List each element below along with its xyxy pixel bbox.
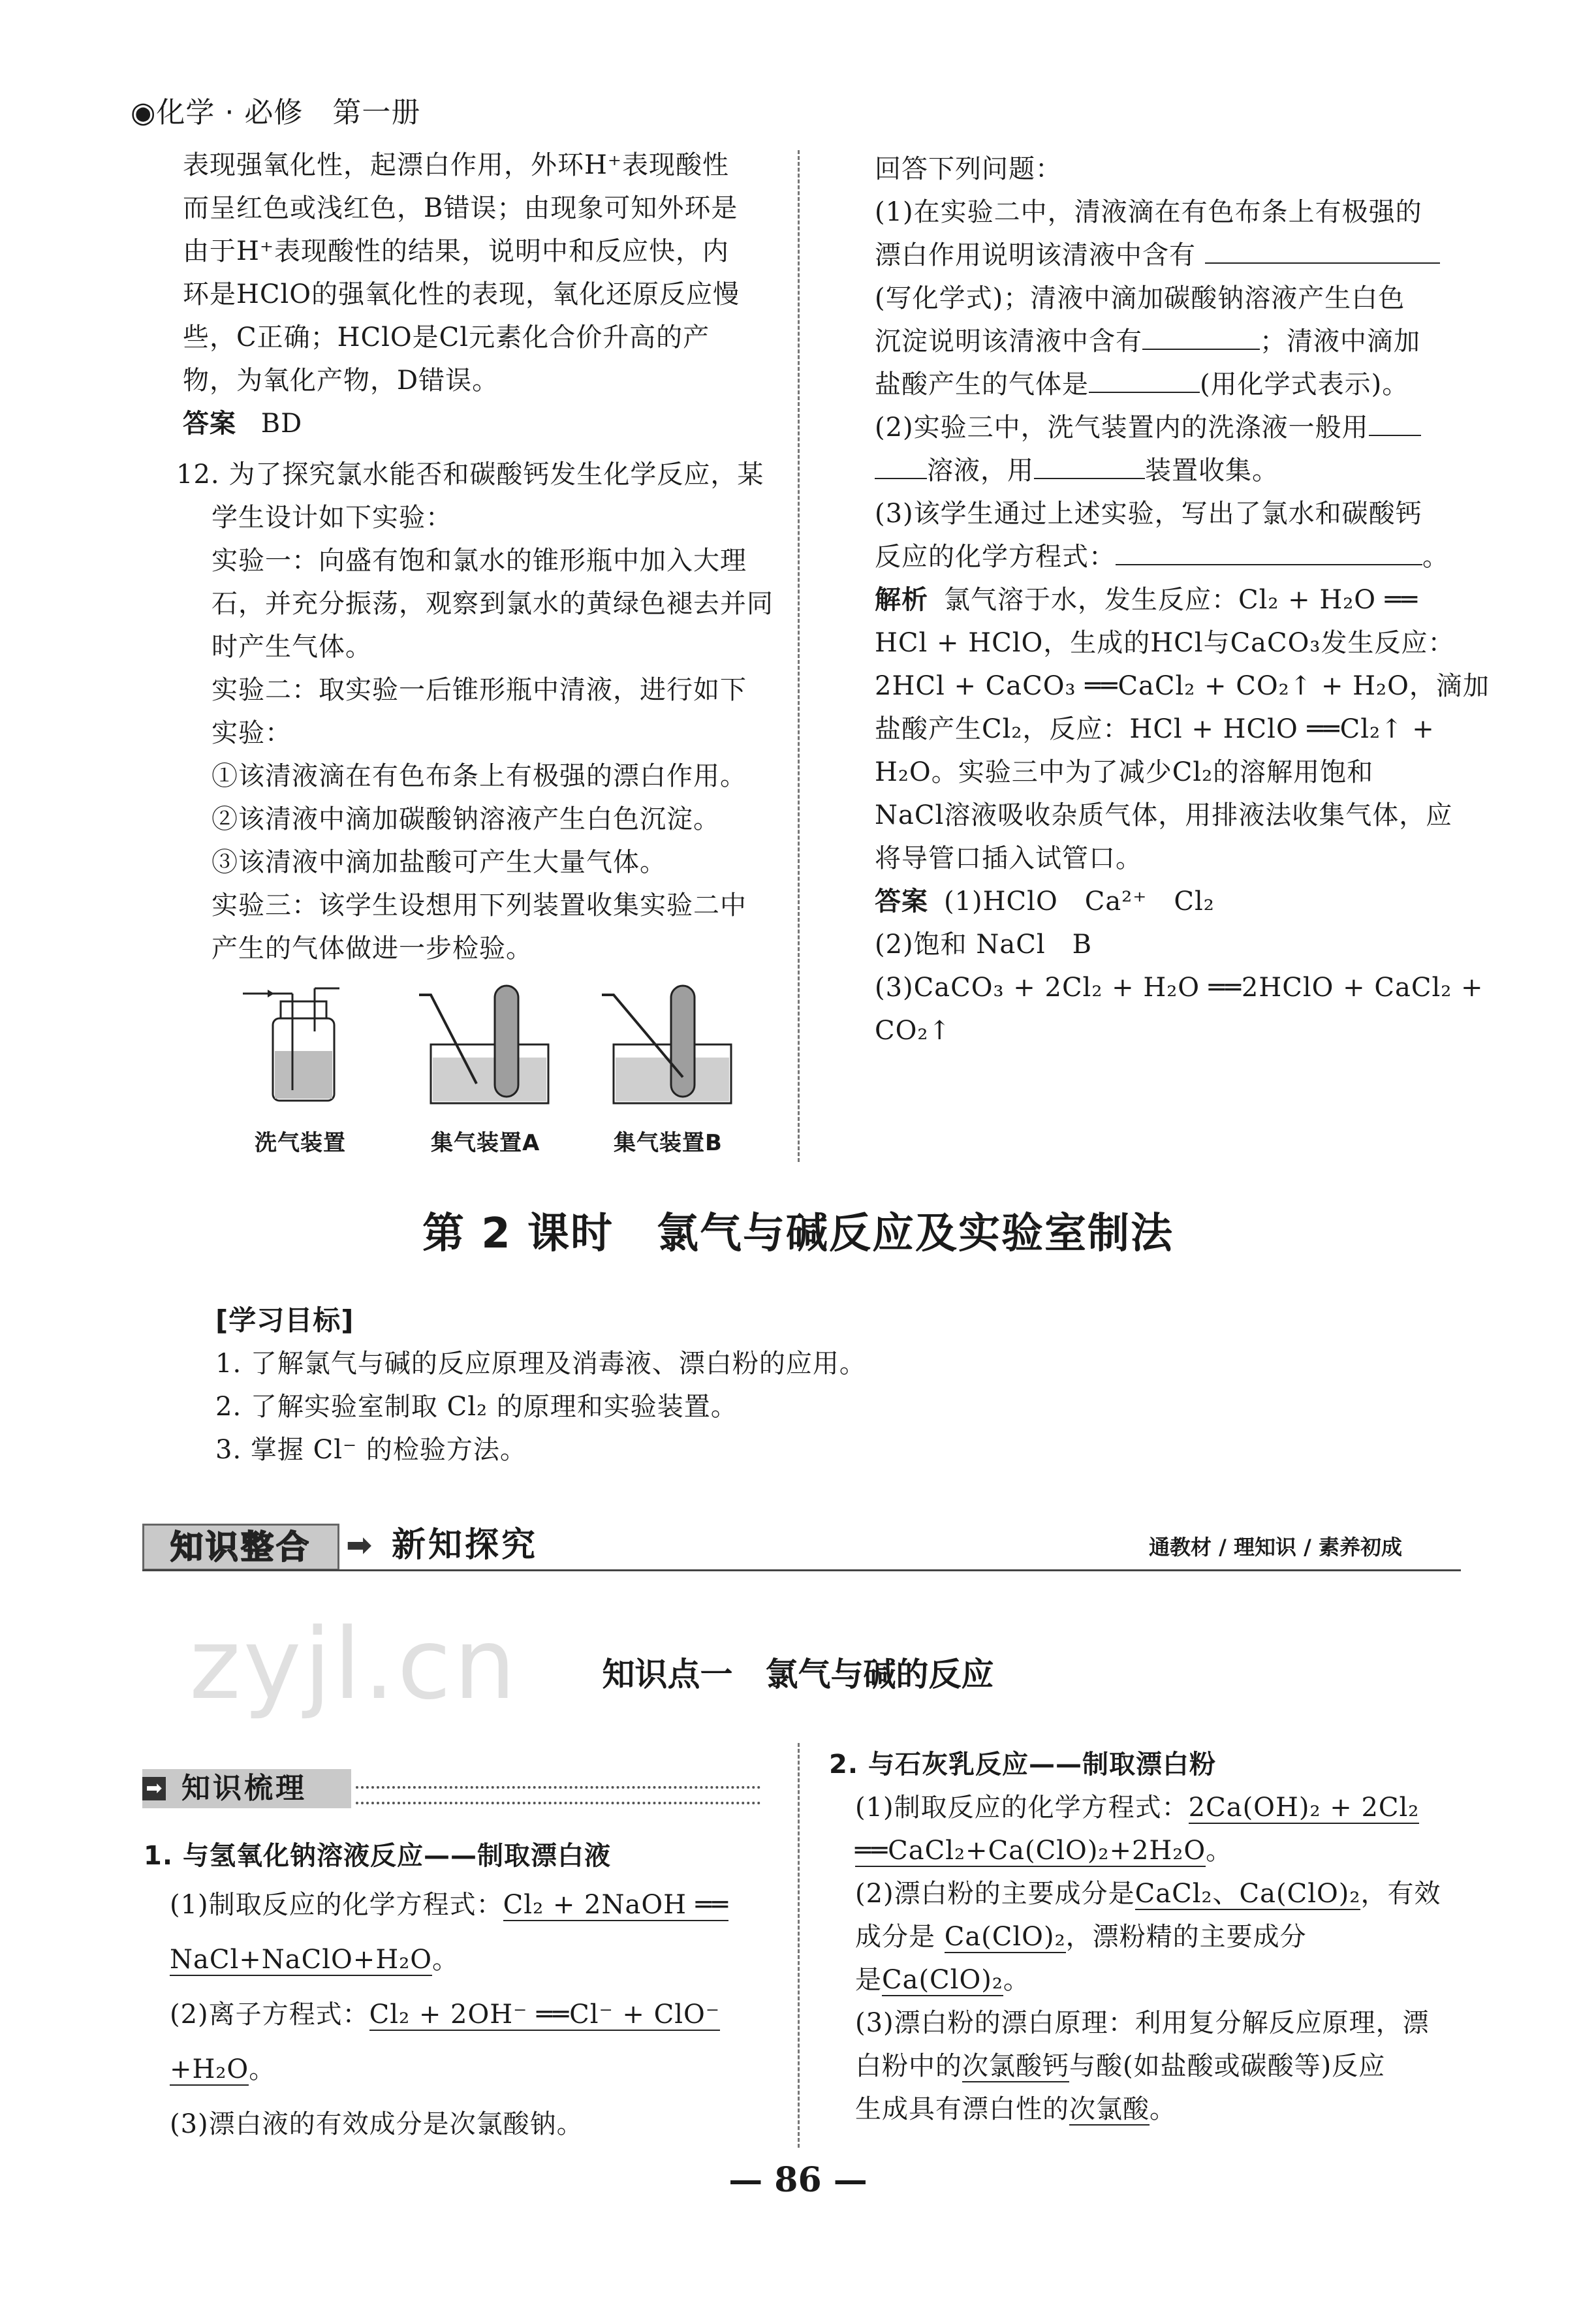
text-line: 产生的气体做进一步检验。 — [211, 934, 533, 964]
lesson-title: 第 2 课时 氯气与碱反应及实验室制法 — [422, 1210, 1174, 1258]
text-span: (2)漂白粉的主要成分是 — [855, 1879, 1135, 1909]
text-line: CO₂↑ — [875, 1016, 951, 1046]
apparatus-label-wash: 洗气装置 — [255, 1130, 346, 1156]
column-divider-bottom — [798, 1743, 800, 2148]
text-span: 。 — [1206, 1836, 1233, 1866]
wash-bottle-drawing — [243, 988, 339, 1101]
text-span: 沉淀说明该清液中含有 — [875, 326, 1142, 356]
text-line — [829, 2045, 1462, 2088]
text-line: 石，并充分振荡，观察到氯水的黄绿色褪去并同 — [211, 589, 774, 619]
text-span: ；清液中滴加 — [1260, 326, 1420, 356]
apparatus-label-a: 集气装置A — [431, 1130, 540, 1156]
text-line — [875, 234, 1462, 277]
text-span: (2)实验三中，洗气装置内的洗涤液一般用 — [875, 413, 1369, 443]
text-span: 。 — [1150, 2094, 1176, 2124]
filled-answer: Ca(ClO)₂ — [944, 1922, 1066, 1952]
banner-right-label: 新知探究 — [392, 1526, 539, 1565]
text-line: 实验三：该学生设想用下列装置收集实验二中 — [211, 890, 747, 920]
apparatus-figure — [235, 979, 770, 1129]
text-line: HCl + HClO，生成的HCl与CaCO₃发生反应： — [875, 628, 1455, 658]
text-span: 白粉中的 — [855, 2051, 962, 2081]
text-line — [875, 449, 1462, 492]
text-line: 学生设计如下实验： — [211, 503, 452, 533]
text-span: 漂白作用说明该清液中含有 — [875, 240, 1196, 270]
answer-blank — [1369, 411, 1421, 436]
dotted-rule — [356, 1802, 760, 1804]
goals-label: [学习目标] — [215, 1304, 354, 1336]
text-line: 时产生气体。 — [211, 632, 372, 662]
text-line: 实验一：向盛有饱和氯水的锥形瓶中加入大理 — [211, 546, 747, 576]
text-line: (1)在实验二中，清液滴在有色布条上有极强的 — [875, 197, 1422, 227]
filled-answer: 2Ca(OH)₂ + 2Cl₂ — [1188, 1793, 1420, 1823]
text-line: 将导管口插入试管口。 — [875, 843, 1142, 873]
answer-blank — [1205, 239, 1440, 264]
text-span: ，有效 — [1360, 1879, 1441, 1909]
answer-label: 答案 — [183, 409, 236, 439]
text-span: 与酸(如盐酸或碳酸等)反应 — [1069, 2051, 1386, 2081]
text-span: 。 — [1422, 542, 1449, 572]
filled-answer: +H₂O — [170, 2054, 249, 2084]
text-line: (写化学式)；清液中滴加碳酸钠溶液产生白色 — [875, 283, 1405, 313]
learning-goals — [215, 1299, 1390, 1471]
text-line: 2HCl + CaCO₃ ══CaCl₂ + CO₂↑ + H₂O，滴加 — [875, 671, 1490, 701]
apparatus-label-b: 集气装置B — [614, 1130, 723, 1156]
dotted-rule — [356, 1786, 760, 1789]
goal-item: 3. 掌握 Cl⁻ 的检验方法。 — [215, 1435, 527, 1465]
filled-answer: NaCl+NaClO+H₂O — [170, 1945, 433, 1975]
text-span: (1)制取反应的化学方程式： — [855, 1793, 1189, 1823]
banner-left-label: 知识整合 — [142, 1524, 339, 1571]
answer-line — [183, 402, 783, 445]
text-line — [144, 1877, 796, 1932]
text-span: (1)HClO Ca²⁺ Cl₂ — [944, 887, 1215, 917]
column-divider-top — [798, 150, 800, 1162]
text-line: 实验： — [211, 718, 292, 748]
answer-value: BD — [260, 409, 303, 439]
text-span: 是 — [855, 1965, 882, 1995]
text-line: 12. 为了探究氯水能否和碳酸钙发生化学反应，某 — [176, 460, 764, 490]
text-line: 表现强氧化性，起漂白作用，外环H⁺表现酸性 — [183, 150, 729, 180]
text-line — [144, 1932, 796, 1987]
right-column-top — [875, 148, 1490, 1052]
analysis-label: 解析 — [875, 585, 928, 615]
subsection-title: 1. 与氢氧化钠溶液反应——制取漂白液 — [144, 1841, 611, 1871]
running-header: ◉化学 · 必修 第一册 — [131, 96, 421, 129]
text-line: 而呈红色或浅红色，B错误；由现象可知外环是 — [183, 193, 738, 223]
text-line: 物，为氧化产物，D错误。 — [183, 366, 499, 396]
text-line — [875, 363, 1462, 406]
goal-item: 2. 了解实验室制取 Cl₂ 的原理和实验装置。 — [215, 1392, 738, 1422]
text-span: 。 — [432, 1945, 460, 1975]
section-label: 知识梳理 — [142, 1769, 351, 1808]
knowledge-point-title: 知识点一 氯气与碱的反应 — [602, 1656, 994, 1693]
text-line — [875, 535, 1462, 578]
knowledge-right — [829, 1743, 1462, 2131]
text-line: 回答下列问题： — [875, 154, 1062, 184]
knowledge-left — [144, 1834, 796, 2152]
banner-arrow-icon: ➡ — [346, 1527, 373, 1563]
text-span: (1)制取反应的化学方程式： — [170, 1890, 503, 1920]
text-line — [144, 1987, 796, 2042]
text-span: 反应的化学方程式： — [875, 542, 1116, 572]
text-line: ①该清液滴在有色布条上有极强的漂白作用。 — [211, 761, 747, 791]
answer-blank — [1142, 325, 1260, 350]
text-span: 成分是 — [855, 1922, 935, 1952]
text-span: 装置收集。 — [1145, 456, 1279, 486]
text-line — [875, 880, 1462, 923]
filled-answer: Ca(ClO)₂ — [882, 1965, 1003, 1995]
subsection-title: 2. 与石灰乳反应——制取漂白粉 — [829, 1750, 1216, 1780]
text-line: 实验二：取实验一后锥形瓶中清液，进行如下 — [211, 675, 747, 705]
text-line — [829, 1872, 1462, 1915]
text-line — [829, 1829, 1462, 1872]
filled-answer: Cl₂ + 2NaOH ══ — [503, 1890, 728, 1920]
filled-answer: Cl₂ + 2OH⁻ ══Cl⁻ + ClO⁻ — [369, 2000, 720, 2030]
text-span: 生成具有漂白性的 — [855, 2094, 1069, 2124]
collector-a-drawing — [419, 986, 548, 1103]
text-span: 盐酸产生的气体是 — [875, 369, 1089, 400]
filled-answer: ══CaCl₂+Ca(ClO)₂+2H₂O — [855, 1836, 1206, 1866]
text-line — [875, 406, 1462, 449]
text-span: 。 — [1003, 1965, 1030, 1995]
answer-blank — [1034, 454, 1145, 479]
text-line: ③该清液中滴加盐酸可产生大量气体。 — [211, 847, 666, 877]
text-line: (3)漂白粉的漂白原理：利用复分解反应原理，漂 — [855, 2008, 1430, 2038]
text-line: H₂O。实验三中为了减少Cl₂的溶解用饱和 — [875, 757, 1374, 787]
banner-rule — [142, 1569, 1461, 1571]
answer-label: 答案 — [875, 887, 928, 917]
filled-answer: CaCl₂、Ca(ClO)₂ — [1134, 1879, 1361, 1909]
answer-blank — [1116, 541, 1422, 565]
text-line — [875, 578, 1462, 621]
text-line: 盐酸产生Cl₂，反应：HCl + HClO ══Cl₂↑ + — [875, 714, 1435, 744]
filled-answer: 次氯酸 — [1069, 2094, 1150, 2124]
text-line: ②该清液中滴加碳酸钠溶液产生白色沉淀。 — [211, 804, 720, 834]
text-line — [875, 320, 1462, 363]
text-line: 环是HClO的强氧化性的表现，氧化还原反应慢 — [183, 279, 740, 309]
text-span: ，漂粉精的主要成分 — [1065, 1922, 1307, 1952]
text-line: NaCl溶液吸收杂质气体，用排液法收集气体，应 — [875, 800, 1453, 830]
text-line — [829, 1958, 1462, 2001]
text-span: (2)离子方程式： — [170, 2000, 369, 2030]
text-line: (2)饱和 NaCl B — [875, 930, 1093, 960]
text-line: (3)该学生通过上述实验，写出了氯水和碳酸钙 — [875, 499, 1422, 529]
text-line: (3)漂白液的有效成分是次氯酸钠。 — [170, 2109, 584, 2139]
answer-blank — [875, 454, 927, 479]
text-line — [144, 2042, 796, 2097]
text-line — [829, 1915, 1462, 1958]
text-span: 溶液，用 — [927, 456, 1034, 486]
filled-answer: 次氯酸钙 — [962, 2051, 1069, 2081]
left-column-top — [183, 144, 783, 445]
text-line — [829, 1786, 1462, 1829]
question-12 — [176, 453, 790, 970]
answer-blank — [1089, 368, 1200, 393]
text-span: 。 — [249, 2054, 276, 2084]
text-line: 由于H⁺表现酸性的结果，说明中和反应快，内 — [183, 236, 729, 266]
arrow-icon: ➡ — [142, 1777, 166, 1800]
collector-b-drawing — [602, 986, 731, 1103]
text-line — [829, 2088, 1462, 2131]
watermark: zyjl.cn — [189, 1608, 519, 1721]
goal-item: 1. 了解氯气与碱的反应原理及消毒液、漂白粉的应用。 — [215, 1349, 866, 1379]
banner-tagline: 通教材 / 理知识 / 素养初成 — [1149, 1535, 1402, 1560]
text-line: 些，C正确；HClO是Cl元素化合价升高的产 — [183, 322, 710, 353]
text-span: 氯气溶于水，发生反应：Cl₂ + H₂O ══ — [944, 585, 1418, 615]
page-number: — 86 — — [728, 2160, 868, 2200]
text-span: (用化学式表示)。 — [1200, 369, 1409, 400]
text-line: (3)CaCO₃ + 2Cl₂ + H₂O ══2HClO + CaCl₂ + — [875, 973, 1484, 1003]
